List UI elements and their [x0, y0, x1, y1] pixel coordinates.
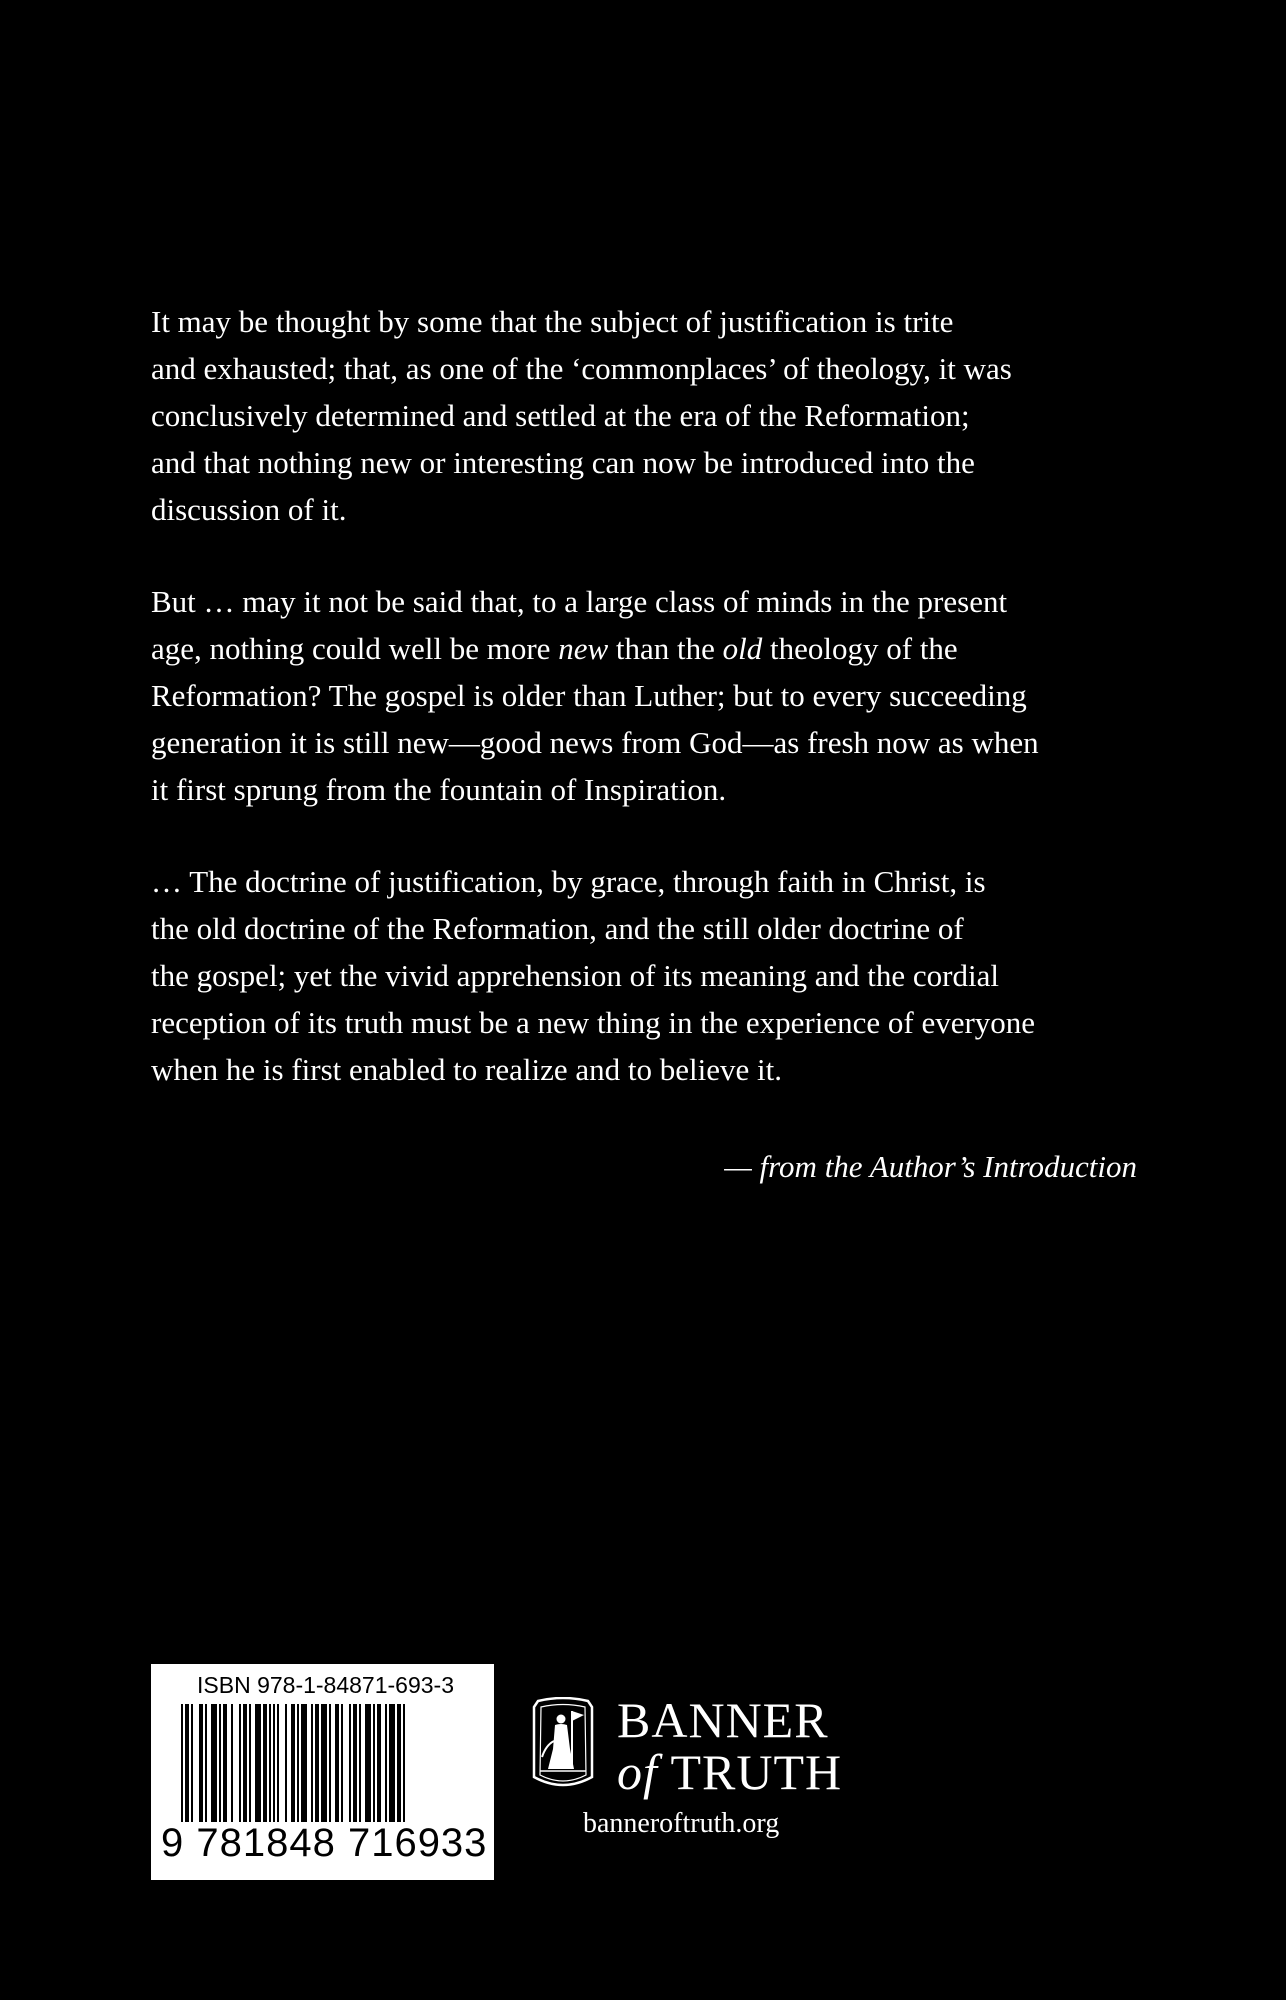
banner-of-truth-emblem-icon: [528, 1697, 598, 1789]
blurb-line: the old doctrine of the Reformation, and the still older doctrine of: [151, 911, 964, 946]
publisher-name-of: of: [617, 1744, 658, 1800]
blurb-text: than the: [608, 631, 723, 666]
publisher-url: banneroftruth.org: [583, 1808, 780, 1839]
blurb-line: [151, 625, 1141, 672]
blurb-text: theology of the: [762, 631, 958, 666]
blurb-paragraph-2: [151, 578, 1141, 813]
publisher-name-truth: TRUTH: [657, 1744, 843, 1800]
isbn-label: ISBN 978-1-84871-693-3: [197, 1672, 454, 1698]
blurb-paragraph-1: [151, 298, 1141, 533]
blurb-paragraph-3: [151, 858, 1141, 1093]
blurb-line: it first sprung from the fountain of Inspiration.: [151, 772, 727, 807]
blurb-line: generation it is still new—good news from God—as fresh now as when: [151, 725, 1039, 760]
barcode-digits: 9 781848 716933: [161, 1821, 488, 1865]
publisher-name-line-2: [617, 1746, 842, 1798]
quote-attribution: — from the Author’s Introduction: [724, 1149, 1137, 1184]
back-cover-blurb: [151, 298, 1141, 1138]
blurb-line: the gospel; yet the vivid apprehension of its meaning and the cordial: [151, 958, 999, 993]
barcode-bars-icon: [181, 1704, 471, 1822]
blurb-line: when he is first enabled to realize and to believe it.: [151, 1052, 782, 1087]
publisher-name-line-1: BANNER: [617, 1692, 829, 1748]
blurb-line: But … may it not be said that, to a large class of minds in the present: [151, 584, 1008, 619]
blurb-text: age, nothing could well be more: [151, 631, 559, 666]
emphasis-old: old: [722, 631, 763, 666]
blurb-line: and that nothing new or interesting can now be introduced into the: [151, 445, 975, 480]
emphasis-new: new: [558, 631, 609, 666]
blurb-line: conclusively determined and settled at the era of the Reformation;: [151, 398, 970, 433]
blurb-line: and exhausted; that, as one of the ‘commonplaces’ of theology, it was: [151, 351, 1012, 386]
publisher-name: [617, 1694, 842, 1798]
blurb-line: discussion of it.: [151, 492, 347, 527]
blurb-line: … The doctrine of justification, by grace, through faith in Christ, is: [151, 864, 986, 899]
blurb-line: Reformation? The gospel is older than Luther; but to every succeeding: [151, 678, 1027, 713]
blurb-line: It may be thought by some that the subject of justification is trite: [151, 304, 954, 339]
isbn-barcode: [151, 1664, 494, 1880]
blurb-line: reception of its truth must be a new thing in the experience of everyone: [151, 1005, 1036, 1040]
